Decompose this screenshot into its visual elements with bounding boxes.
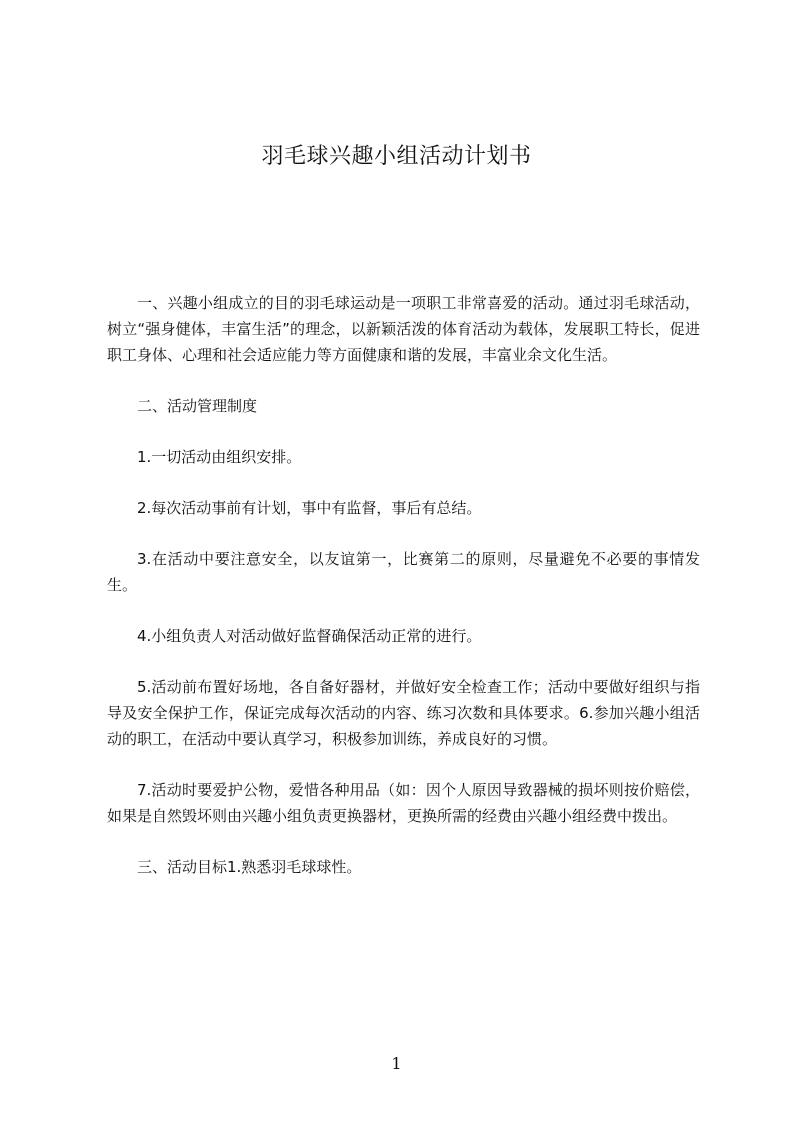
rule-item-5-6: 5.活动前布置好场地，各自备好器材，并做好安全检查工作；活动中要做好组织与指导及安全保护工作，保证完成每次活动的内容、练习次数和具体要求。6.参加兴趣小组活动的职工，在活动中要认真学习，积极参加训练，养成良好的习惯。 bbox=[107, 678, 700, 748]
page-number: 1 bbox=[391, 1054, 402, 1073]
heading-management-rules: 二、活动管理制度 bbox=[137, 397, 258, 415]
paragraph-purpose: 一、兴趣小组成立的目的羽毛球运动是一项职工非常喜爱的活动。通过羽毛球活动，树立“强身健体，丰富生活”的理念，以新颖活泼的体育活动为载体，发展职工特长，促进职工身体、心理和社会适应能力等方面健康和谐的发展，丰富业余文化生活。 bbox=[107, 294, 700, 364]
rule-item-2: 2.每次活动事前有计划，事中有监督，事后有总结。 bbox=[137, 499, 482, 517]
rule-item-1: 1.一切活动由组织安排。 bbox=[137, 448, 302, 466]
heading-activity-goals: 三、活动目标1.熟悉羽毛球球性。 bbox=[137, 858, 362, 876]
page-title: 羽毛球兴趣小组活动计划书 bbox=[261, 144, 532, 169]
document-body bbox=[107, 290, 700, 905]
rule-item-3: 3.在活动中要注意安全，以友谊第一，比赛第二的原则，尽量避免不必要的事情发生。 bbox=[107, 550, 700, 594]
rule-item-4: 4.小组负责人对活动做好监督确保活动正常的进行。 bbox=[137, 627, 482, 645]
rule-item-7: 7.活动时要爱护公物，爱惜各种用品（如：因个人原因导致器械的损坏则按价赔偿，如果是自然毁坏则由兴趣小组负责更换器材，更换所需的经费由兴趣小组经费中拨出。 bbox=[107, 781, 700, 825]
